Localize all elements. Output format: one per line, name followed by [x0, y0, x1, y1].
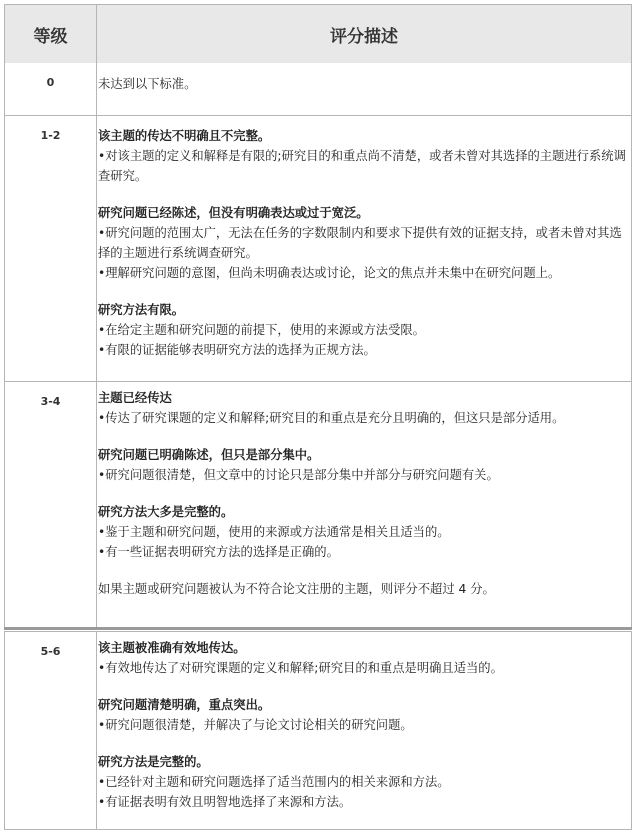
- header-level: 等级: [5, 5, 97, 63]
- criterion-item: •研究问题很清楚，并解决了与论文讨论相关的研究问题。: [98, 718, 413, 732]
- criterion-title: 研究方法有限。: [98, 303, 185, 317]
- criterion-item: •有一些证据表明研究方法的选择是正确的。: [98, 545, 339, 559]
- criterion-item: •在给定主题和研究问题的前提下，使用的来源或方法受限。: [98, 323, 425, 337]
- rubric-table: [4, 4, 632, 830]
- level-value: 3-4: [40, 395, 61, 408]
- score-cap-note: 如果主题或研究问题被认为不符合论文注册的主题，则评分不超过 4 分。: [98, 582, 495, 596]
- criterion-title: 主题已经传达: [98, 391, 172, 405]
- table-header: [4, 4, 632, 64]
- level-value: 5-6: [40, 645, 61, 658]
- header-description: 评分描述: [330, 26, 398, 47]
- level-cell: [5, 63, 97, 115]
- criterion-item: •传达了研究课题的定义和解释;研究目的和重点是充分且明确的，但这只是部分适用。: [98, 411, 565, 425]
- description-cell: [98, 638, 629, 812]
- criterion-title: 该主题的传达不明确且不完整。: [98, 129, 271, 143]
- criterion-title: 研究问题清楚明确，重点突出。: [98, 698, 271, 712]
- level-cell: [5, 382, 97, 627]
- description-cell: [98, 388, 629, 599]
- criterion-item: •鉴于主题和研究问题，使用的来源或方法通常是相关且适当的。: [98, 525, 450, 539]
- criterion-item: •有证据表明有效且明智地选择了来源和方法。: [98, 795, 352, 809]
- section-divider: [4, 627, 632, 630]
- level-cell: [5, 116, 97, 381]
- level-value: 1-2: [40, 129, 61, 142]
- criterion-item: •有限的证据能够表明研究方法的选择为正规方法。: [98, 343, 376, 357]
- table-row: [4, 631, 632, 830]
- criterion-title: 研究问题已经陈述，但没有明确表达或过于宽泛。: [98, 206, 369, 220]
- criterion-title: 研究方法是完整的。: [98, 755, 209, 769]
- level-value: 0: [46, 76, 55, 89]
- table-row: [4, 116, 632, 382]
- table-row: [4, 63, 632, 116]
- criterion-item: •理解研究问题的意图，但尚未明确表达或讨论，论文的焦点并未集中在研究问题上。: [98, 266, 561, 280]
- criterion-item: •研究问题很清楚，但文章中的讨论只是部分集中并部分与研究问题有关。: [98, 468, 499, 482]
- criterion-item: •对该主题的定义和解释是有限的;研究目的和重点尚不清楚，或者未曾对其选择的主题进行系统调查研究。: [98, 149, 626, 183]
- level-cell: [5, 632, 97, 829]
- criterion-item: •已经针对主题和研究问题选择了适当范围内的相关来源和方法。: [98, 775, 450, 789]
- criterion-title: 该主题被准确有效地传达。: [98, 641, 246, 655]
- description-cell: [98, 126, 629, 360]
- description-line: 未达到以下标准。: [98, 77, 197, 91]
- criterion-item: •有效地传达了对研究课题的定义和解释;研究目的和重点是明确且适当的。: [98, 661, 503, 675]
- table-row: [4, 382, 632, 627]
- criterion-title: 研究问题已明确陈述，但只是部分集中。: [98, 448, 320, 462]
- criterion-item: •研究问题的范围太广，无法在任务的字数限制内和要求下提供有效的证据支持，或者未曾对其选择的主题进行系统调查研究。: [98, 226, 622, 260]
- criterion-title: 研究方法大多是完整的。: [98, 505, 234, 519]
- description-cell: [98, 74, 629, 94]
